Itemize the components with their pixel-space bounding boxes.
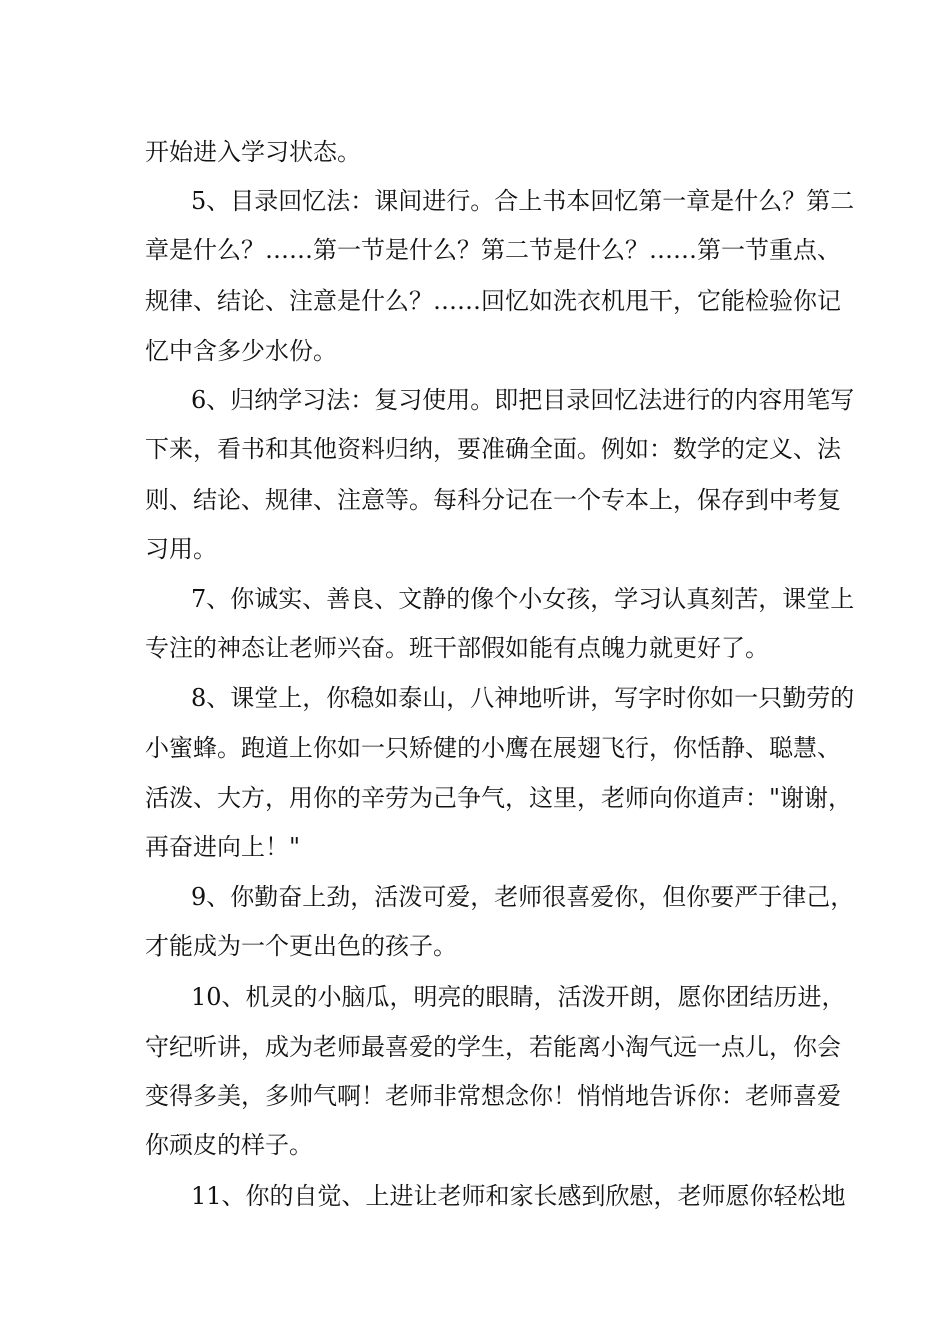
text-line: 再奋进向上！"	[145, 833, 301, 861]
text-line: 5、目录回忆法：课间进行。合上书本回忆第一章是什么？第二	[191, 187, 855, 215]
text-line: 规律、结论、注意是什么？……回忆如洗衣机甩干，它能检验你记	[145, 287, 841, 315]
text-line: 忆中含多少水份。	[145, 337, 337, 365]
text-line: 开始进入学习状态。	[145, 138, 361, 166]
text-line: 下来，看书和其他资料归纳，要准确全面。例如：数学的定义、法	[145, 435, 841, 463]
text-line: 7、你诚实、善良、文静的像个小女孩，学习认真刻苦，课堂上	[191, 585, 855, 613]
text-line: 变得多美，多帅气啊！老师非常想念你！悄悄地告诉你：老师喜爱	[145, 1082, 841, 1110]
text-line: 章是什么？……第一节是什么？第二节是什么？……第一节重点、	[145, 236, 841, 264]
text-line: 6、归纳学习法：复习使用。即把目录回忆法进行的内容用笔写	[191, 386, 855, 414]
text-line: 你顽皮的样子。	[145, 1131, 313, 1159]
text-line: 9、你勤奋上劲，活泼可爱，老师很喜爱你，但你要严于律己，	[191, 883, 855, 911]
text-line: 则、结论、规律、注意等。每科分记在一个专本上，保存到中考复	[145, 486, 841, 514]
text-line: 8、课堂上，你稳如泰山，八神地听讲，写字时你如一只勤劳的	[191, 684, 855, 712]
text-line: 小蜜蜂。跑道上你如一只矫健的小鹰在展翅飞行，你恬静、聪慧、	[145, 734, 841, 762]
text-line: 10、机灵的小脑瓜，明亮的眼睛，活泼开朗，愿你团结历进，	[191, 983, 846, 1011]
text-line: 守纪听讲，成为老师最喜爱的学生，若能离小淘气远一点儿，你会	[145, 1033, 841, 1061]
text-line: 才能成为一个更出色的孩子。	[145, 932, 457, 960]
text-line: 活泼、大方，用你的辛劳为己争气，这里，老师向你道声："谢谢，	[145, 784, 853, 812]
text-line: 专注的神态让老师兴奋。班干部假如能有点魄力就更好了。	[145, 634, 769, 662]
text-line: 习用。	[145, 535, 217, 563]
text-line: 11、你的自觉、上进让老师和家长感到欣慰，老师愿你轻松地	[191, 1182, 846, 1210]
